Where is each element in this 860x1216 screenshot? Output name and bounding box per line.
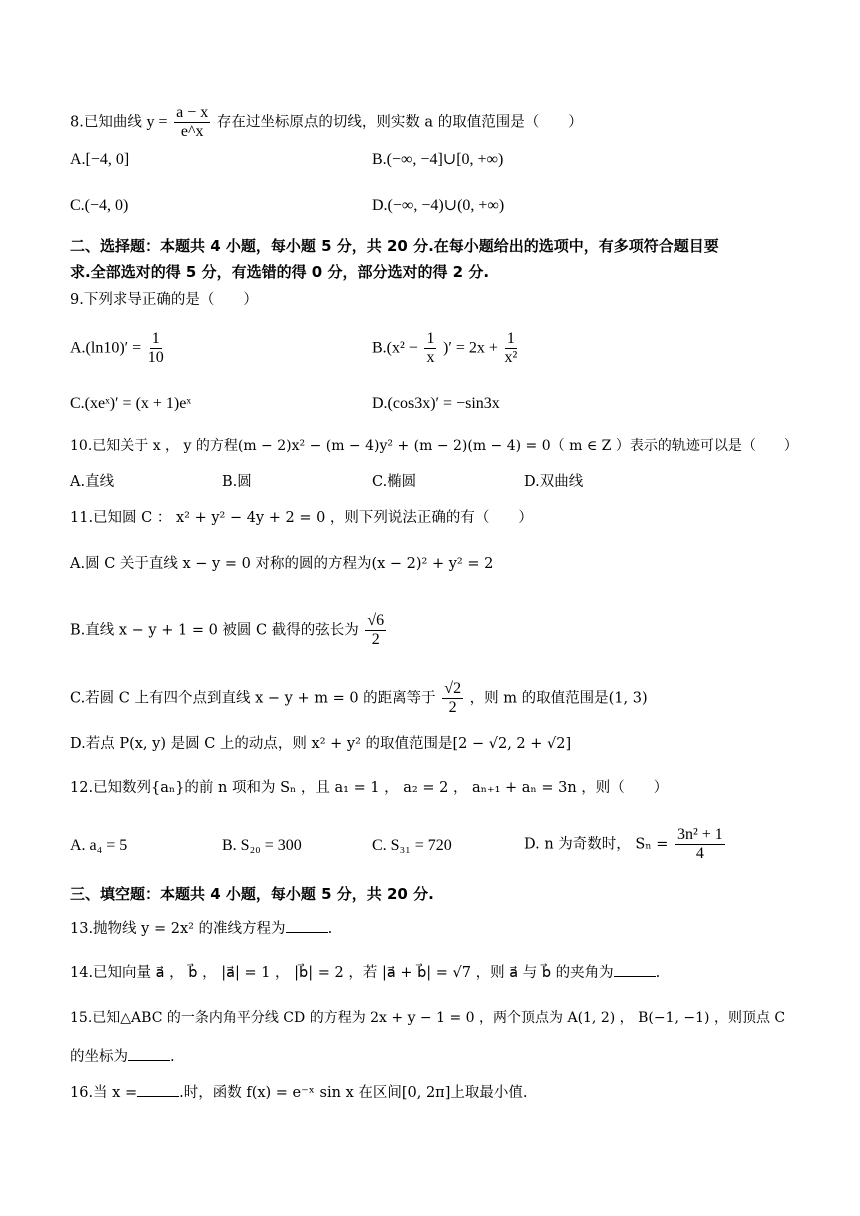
q8-option-d[interactable]: D.(−∞, −4)∪(0, +∞) [372, 197, 505, 214]
q15-line2 [70, 1046, 175, 1067]
q8-expr-lhs: y = [146, 113, 168, 131]
q13-post: . [327, 921, 333, 937]
q15-line1: 15.已知△ABC 的一条内角平分线 CD 的方程为 2x + y − 1 = 0 ，两个顶点为 A(1, 2) ， B(−1, −1) ，则顶点 C [70, 1010, 786, 1026]
q9-stem: 9.下列求导正确的是（ ） [70, 292, 258, 308]
q9-b-fraction1 [424, 330, 436, 367]
q9-b-fraction2 [505, 330, 518, 367]
q8-stem-a: 8.已知曲线 [70, 114, 142, 131]
q12-d-pre: D. n 为奇数时， Sₙ = [524, 836, 669, 853]
q11-option-a[interactable]: A.圆 C 关于直线 x − y = 0 对称的圆的方程为(x − 2)² + y² = 2 [70, 556, 494, 572]
section2-heading-line1: 二、选择题：本题共 4 小题，每小题 5 分，共 20 分.在每小题给出的选项中，有多项符合题目要 [70, 237, 719, 255]
q10-option-a[interactable]: A.直线 [70, 474, 115, 490]
q9-option-c[interactable]: C.(xeˣ)′ = (x + 1)eˣ [70, 395, 191, 412]
q10-stem: 10.已知关于 x ， y 的方程(m − 2)x² − (m − 4)y² + (m − 2)(m − 4) = 0（ m ∈ Z ）表示的轨迹可以是（ ） [70, 438, 798, 454]
q12-stem: 12.已知数列{aₙ}的前 n 项和为 Sₙ ，且 a₁ = 1 ， a₂ = 2 ， aₙ₊₁ + aₙ = 3n ，则（ ） [70, 780, 669, 796]
q14-pre: 14.已知向量 a⃗ ， b⃗ ， |a⃗| = 1 ， |b⃗| = 2 ，若 |a⃗ + b⃗| = √7 ，则 a⃗ 与 b⃗ 的夹角为 [70, 965, 614, 981]
q13-pre: 13.抛物线 y = 2x² 的准线方程为 [70, 921, 286, 937]
q9-b-den2: x² [504, 349, 518, 366]
q10-option-b[interactable]: B.圆 [222, 474, 252, 490]
q8-option-b[interactable]: B.(−∞, −4]∪[0, +∞) [372, 151, 504, 168]
q9-option-b[interactable] [372, 330, 519, 367]
q9-b-mid: )′ = 2x + [443, 339, 498, 357]
section2-heading-line2: 求.全部选对的得 5 分，有选错的得 0 分，部分选对的得 2 分. [70, 263, 490, 281]
q12-d-num: 3n² + 1 [676, 826, 723, 843]
q14 [70, 962, 660, 983]
q9-a-den: 10 [147, 349, 164, 366]
q16-answer-blank[interactable] [137, 1082, 179, 1097]
q16-pre: 16.当 x = [70, 1085, 138, 1101]
q11-c-pre: C.若圆 C 上有四个点到直线 x − y + m = 0 的距离等于 [70, 690, 436, 707]
q8-stem [70, 104, 583, 141]
q11-stem: 11.已知圆 C ： x² + y² − 4y + 2 = 0 ，则下列说法正确的有（ ） [70, 510, 533, 526]
q8-option-c[interactable]: C.(−4, 0) [70, 197, 129, 214]
q13-answer-blank[interactable] [286, 918, 328, 933]
q15-pre: 的坐标为 [70, 1049, 128, 1065]
q12-option-b[interactable]: B. S₂₀ = 300 [222, 837, 302, 854]
q9-a-pre: A.(ln10)′ = [70, 339, 142, 357]
q9-a-num: 1 [151, 330, 160, 347]
q11-c-post: ，则 m 的取值范围是(1, 3) [469, 690, 648, 707]
q14-post: . [655, 965, 661, 981]
q11-b-den: 2 [371, 631, 380, 648]
q8-stem-b: 存在过坐标原点的切线，则实数 a 的取值范围是（ ） [216, 114, 583, 131]
q11-b-pre: B.直线 x − y + 1 = 0 被圆 C 截得的弦长为 [70, 622, 359, 639]
q9-option-d[interactable]: D.(cos3x)′ = −sin3x [372, 395, 500, 412]
q11-option-c[interactable] [70, 680, 648, 717]
q9-a-fraction [148, 330, 164, 367]
q8-fraction [174, 104, 210, 141]
section3-heading: 三、填空题：本题共 4 小题，每小题 5 分，共 20 分. [70, 885, 434, 903]
q9-b-pre: B.(x² − [372, 339, 418, 357]
q11-c-fraction [442, 680, 463, 717]
q13 [70, 918, 332, 939]
q10-option-c[interactable]: C.椭圆 [372, 474, 417, 490]
q11-b-num: √6 [367, 612, 385, 629]
q11-option-d[interactable]: D.若点 P(x, y) 是圆 C 上的动点，则 x² + y² 的取值范围是[2 − √2, 2 + √2] [70, 736, 572, 752]
q10-option-d[interactable]: D.双曲线 [524, 474, 584, 490]
q8-frac-den: e^x [180, 123, 204, 140]
q12-option-c[interactable]: C. S₃₁ = 720 [372, 837, 452, 854]
q9-option-a[interactable] [70, 330, 166, 367]
q12-d-fraction [675, 826, 725, 863]
q16-post: .时，函数 f(x) = e⁻ˣ sin x 在区间[0, 2π]上取最小值. [179, 1085, 528, 1101]
q12-d-den: 4 [695, 845, 704, 862]
q8-option-a[interactable]: A.[−4, 0] [70, 151, 130, 168]
q12-option-a[interactable]: A. a₄ = 5 [70, 837, 128, 854]
q14-answer-blank[interactable] [614, 962, 656, 977]
q12-option-d[interactable] [524, 826, 727, 863]
q11-option-b[interactable] [70, 612, 388, 649]
q9-b-num2: 1 [506, 330, 515, 347]
q16 [70, 1082, 527, 1103]
q11-b-fraction [365, 612, 386, 649]
q15-answer-blank[interactable] [128, 1046, 170, 1061]
q15-post: . [170, 1049, 175, 1065]
q9-b-den1: x [426, 349, 435, 366]
q11-c-num: √2 [444, 680, 462, 697]
q9-b-num1: 1 [426, 330, 435, 347]
q8-frac-num: a − x [176, 104, 209, 121]
q11-c-den: 2 [448, 699, 457, 716]
